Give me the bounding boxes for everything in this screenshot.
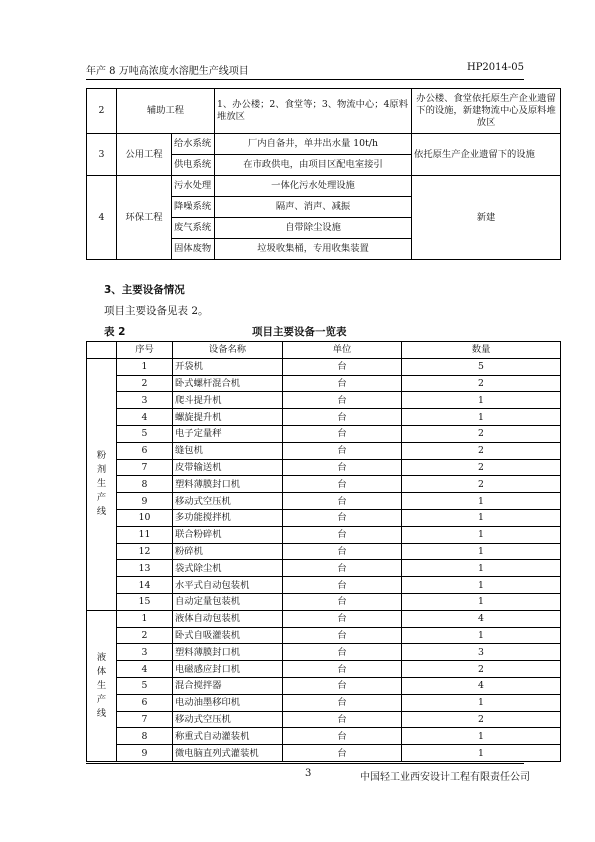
unit-cell: 台 [283, 509, 402, 526]
equipment-name: 爬斗提升机 [173, 392, 283, 409]
qty-cell: 2 [402, 425, 561, 442]
seq-cell: 1 [117, 358, 173, 375]
page-number: 3 [305, 768, 312, 779]
seq-cell: 5 [117, 425, 173, 442]
unit-cell: 台 [283, 745, 402, 762]
equipment-name: 称重式自动灌装机 [173, 728, 283, 745]
seq-cell: 2 [117, 627, 173, 644]
table-row [87, 627, 561, 644]
table-row [87, 745, 561, 762]
unit-cell: 台 [283, 694, 402, 711]
table-row [87, 89, 561, 134]
unit-cell: 台 [283, 459, 402, 476]
header-project-title: 年产 8 万吨高浓度水溶肥生产线项目 [86, 66, 249, 77]
header-unit: 单位 [283, 342, 402, 359]
equipment-name: 开袋机 [173, 358, 283, 375]
equipment-name: 塑料薄膜封口机 [173, 476, 283, 493]
group-name: 粉剂生产线 [87, 358, 117, 610]
seq-cell: 4 [117, 409, 173, 426]
seq-cell: 13 [117, 560, 173, 577]
header-qty: 数量 [402, 342, 561, 359]
seq-cell: 6 [117, 442, 173, 459]
equipment-name: 皮带输送机 [173, 459, 283, 476]
equipment-name: 移动式空压机 [173, 493, 283, 510]
equipment-name: 缝包机 [173, 442, 283, 459]
project-note: 办公楼、食堂依托原生产企业遗留下的设施，新建物流中心及原料堆放区 [412, 89, 561, 134]
table-row [87, 610, 561, 627]
qty-cell: 1 [402, 627, 561, 644]
seq-cell: 4 [117, 661, 173, 678]
table-row [87, 459, 561, 476]
table-row [87, 425, 561, 442]
qty-cell: 1 [402, 728, 561, 745]
table-row [87, 409, 561, 426]
project-content: 1、办公楼；2、食堂等；3、物流中心；4原料堆放区 [215, 89, 412, 134]
table-header-row [87, 342, 561, 359]
table-row [87, 694, 561, 711]
table-row [87, 661, 561, 678]
unit-cell: 台 [283, 526, 402, 543]
page-footer [86, 768, 530, 783]
sub-content: 厂内自备井，单井出水量 10t/h [215, 134, 412, 155]
project-note: 新建 [412, 176, 561, 260]
qty-cell: 1 [402, 593, 561, 610]
header-doc-number: HP2014-05 [466, 62, 524, 73]
unit-cell: 台 [283, 543, 402, 560]
table-row [87, 593, 561, 610]
project-name: 环保工程 [117, 176, 172, 260]
equipment-name: 多功能搅拌机 [173, 509, 283, 526]
project-note: 依托原生产企业遗留下的设施 [412, 134, 561, 176]
sub-item: 给水系统 [172, 134, 215, 155]
table-row [87, 526, 561, 543]
qty-cell: 1 [402, 694, 561, 711]
unit-cell: 台 [283, 358, 402, 375]
seq-cell: 7 [117, 459, 173, 476]
qty-cell: 1 [402, 392, 561, 409]
unit-cell: 台 [283, 610, 402, 627]
group-name: 液体生产线 [87, 610, 117, 761]
seq-cell: 6 [117, 694, 173, 711]
qty-cell: 1 [402, 409, 561, 426]
seq-cell: 8 [117, 728, 173, 745]
project-composition-table [86, 88, 561, 260]
qty-cell: 4 [402, 610, 561, 627]
qty-cell: 2 [402, 375, 561, 392]
unit-cell: 台 [283, 425, 402, 442]
table-row [87, 476, 561, 493]
equipment-name: 移动式空压机 [173, 711, 283, 728]
unit-cell: 台 [283, 409, 402, 426]
table-row [87, 176, 561, 197]
equipment-name: 粉碎机 [173, 543, 283, 560]
header-rule [86, 79, 524, 80]
equipment-name: 卧式自吸灌装机 [173, 627, 283, 644]
unit-cell: 台 [283, 677, 402, 694]
seq-cell: 14 [117, 577, 173, 594]
equipment-name: 自动定量包装机 [173, 593, 283, 610]
seq-cell: 7 [117, 711, 173, 728]
equipment-name: 混合搅拌器 [173, 677, 283, 694]
seq-cell: 3 [117, 644, 173, 661]
row-number: 3 [87, 134, 117, 176]
table-row [87, 728, 561, 745]
seq-cell: 3 [117, 392, 173, 409]
qty-cell: 2 [402, 459, 561, 476]
qty-cell: 2 [402, 711, 561, 728]
project-name: 辅助工程 [117, 89, 215, 134]
unit-cell: 台 [283, 644, 402, 661]
qty-cell: 2 [402, 442, 561, 459]
footer-rule [86, 763, 524, 764]
table-row [87, 577, 561, 594]
equipment-name: 联合粉碎机 [173, 526, 283, 543]
equipment-name: 电磁感应封口机 [173, 661, 283, 678]
unit-cell: 台 [283, 560, 402, 577]
equipment-name: 水平式自动包装机 [173, 577, 283, 594]
header-seq: 序号 [117, 342, 173, 359]
unit-cell: 台 [283, 627, 402, 644]
sub-content: 一体化污水处理设施 [215, 176, 412, 197]
section-heading: 3、主要设备情况 [104, 284, 185, 296]
seq-cell: 5 [117, 677, 173, 694]
seq-cell: 2 [117, 375, 173, 392]
table-row [87, 442, 561, 459]
qty-cell: 1 [402, 745, 561, 762]
unit-cell: 台 [283, 375, 402, 392]
seq-cell: 1 [117, 610, 173, 627]
table-row [87, 509, 561, 526]
sub-item: 污水处理 [172, 176, 215, 197]
seq-cell: 15 [117, 593, 173, 610]
qty-cell: 2 [402, 661, 561, 678]
table-row [87, 677, 561, 694]
table-row [87, 711, 561, 728]
qty-cell: 2 [402, 476, 561, 493]
unit-cell: 台 [283, 593, 402, 610]
sub-content: 隔声、消声、减振 [215, 197, 412, 218]
equipment-name: 袋式除尘机 [173, 560, 283, 577]
seq-cell: 11 [117, 526, 173, 543]
table-row [87, 358, 561, 375]
table-row [87, 644, 561, 661]
sub-item: 降噪系统 [172, 197, 215, 218]
table-row [87, 493, 561, 510]
table-caption-title: 项目主要设备一览表 [252, 326, 347, 338]
row-number: 4 [87, 176, 117, 260]
qty-cell: 1 [402, 560, 561, 577]
qty-cell: 4 [402, 677, 561, 694]
unit-cell: 台 [283, 493, 402, 510]
page-header [86, 62, 524, 76]
table-row [87, 392, 561, 409]
seq-cell: 12 [117, 543, 173, 560]
equipment-table [86, 341, 561, 762]
unit-cell: 台 [283, 728, 402, 745]
equipment-name: 卧式螺杆混合机 [173, 375, 283, 392]
equipment-name: 电动油墨移印机 [173, 694, 283, 711]
header-group-cell [87, 342, 117, 359]
company-name: 中国轻工业西安设计工程有限责任公司 [360, 772, 530, 783]
equipment-name: 电子定量秤 [173, 425, 283, 442]
qty-cell: 1 [402, 493, 561, 510]
table-row [87, 375, 561, 392]
sub-item: 废气系统 [172, 218, 215, 239]
sub-content: 垃圾收集桶，专用收集装置 [215, 239, 412, 260]
unit-cell: 台 [283, 577, 402, 594]
qty-cell: 5 [402, 358, 561, 375]
qty-cell: 1 [402, 577, 561, 594]
qty-cell: 3 [402, 644, 561, 661]
unit-cell: 台 [283, 442, 402, 459]
table-row [87, 560, 561, 577]
sub-item: 固体废物 [172, 239, 215, 260]
unit-cell: 台 [283, 476, 402, 493]
sub-content: 自带除尘设施 [215, 218, 412, 239]
sub-item: 供电系统 [172, 155, 215, 176]
qty-cell: 1 [402, 526, 561, 543]
qty-cell: 1 [402, 543, 561, 560]
sub-content: 在市政供电，由项目区配电室接引 [215, 155, 412, 176]
table-row [87, 543, 561, 560]
unit-cell: 台 [283, 392, 402, 409]
section-paragraph: 项目主要设备见表 2。 [104, 305, 209, 317]
qty-cell: 1 [402, 509, 561, 526]
table-row [87, 134, 561, 155]
equipment-name: 螺旋提升机 [173, 409, 283, 426]
unit-cell: 台 [283, 661, 402, 678]
seq-cell: 8 [117, 476, 173, 493]
seq-cell: 9 [117, 745, 173, 762]
project-name: 公用工程 [117, 134, 172, 176]
equipment-name: 塑料薄膜封口机 [173, 644, 283, 661]
seq-cell: 10 [117, 509, 173, 526]
header-name: 设备名称 [173, 342, 283, 359]
row-number: 2 [87, 89, 117, 134]
table-caption-label: 表 2 [104, 326, 126, 338]
unit-cell: 台 [283, 711, 402, 728]
equipment-name: 液体自动包装机 [173, 610, 283, 627]
seq-cell: 9 [117, 493, 173, 510]
equipment-name: 微电脑直列式灌装机 [173, 745, 283, 762]
